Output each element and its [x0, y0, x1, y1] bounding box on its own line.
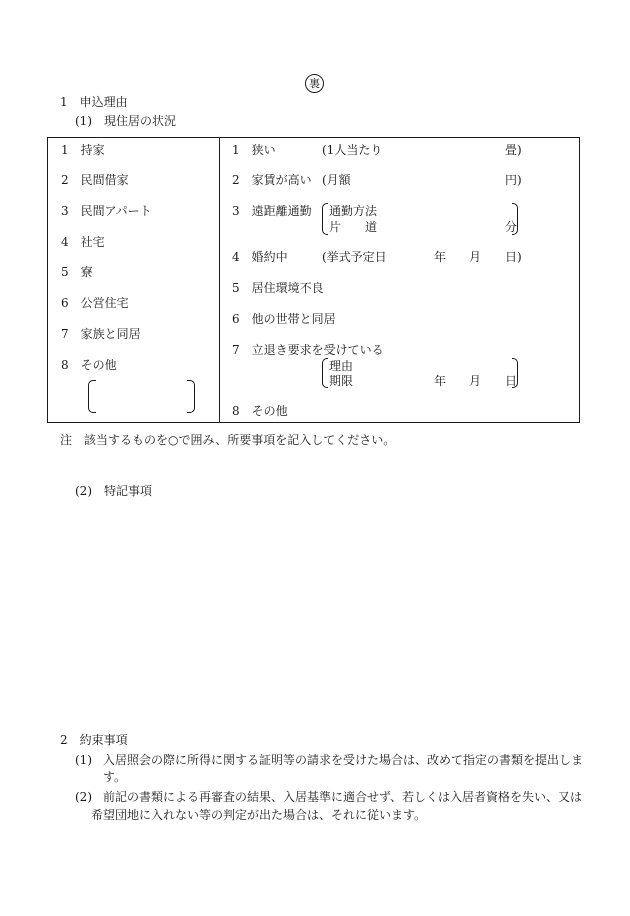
eviction-reason-label: 理由	[329, 359, 354, 373]
tatami-per-person-label: (1人当たり	[322, 143, 383, 157]
eviction-bracket-left	[322, 358, 328, 388]
yen-unit: 円)	[505, 173, 522, 187]
right-option-1[interactable]: 1 狭い	[232, 143, 276, 157]
promise-1-text-cont: す。	[103, 770, 127, 784]
wedding-month-unit: 月	[469, 250, 482, 264]
promise-2-text: 前記の書類による再審査の結果、入居基準に適合せず、若しくは入居者資格を失い、又は	[103, 790, 583, 804]
left-option-8[interactable]: 8 その他	[61, 358, 117, 372]
eviction-month-unit: 月	[469, 374, 482, 388]
right-option-6[interactable]: 6 他の世帯と同居	[232, 312, 336, 326]
eviction-bracket-right	[512, 358, 518, 388]
eviction-year-unit: 年	[434, 374, 447, 388]
other-bracket-left	[88, 380, 96, 413]
left-option-6[interactable]: 6 公営住宅	[61, 296, 129, 310]
left-option-4[interactable]: 4 社宅	[61, 235, 105, 249]
reverse-side-mark: 裏	[305, 74, 324, 93]
other-bracket-right	[187, 380, 195, 413]
left-option-3[interactable]: 3 民間アパート	[61, 204, 152, 218]
right-option-4[interactable]: 4 婚約中	[232, 250, 288, 264]
right-option-8[interactable]: 8 その他	[232, 404, 288, 418]
section-2-title: 2 約束事項	[60, 733, 128, 747]
subsection-current-residence: (1) 現住居の状況	[75, 114, 176, 128]
right-option-2[interactable]: 2 家賃が高い	[232, 173, 312, 187]
right-option-3[interactable]: 3 遠距離通勤	[232, 204, 312, 218]
promise-1-text: 入居照会の際に所得に関する証明等の請求を受けた場合は、改めて指定の書類を提出しま	[103, 753, 584, 767]
commute-bracket-left	[322, 203, 328, 235]
wedding-year-unit: 年	[434, 250, 447, 264]
commute-method-label: 通勤方法	[329, 204, 378, 218]
eviction-day-unit: 日	[505, 374, 518, 388]
wedding-day-unit: 日)	[505, 250, 522, 264]
section-1-title: 1 申込理由	[60, 95, 128, 109]
commute-bracket-right	[512, 203, 518, 235]
promise-2-number: (2)	[75, 790, 92, 804]
left-option-2[interactable]: 2 民間借家	[61, 173, 129, 187]
eviction-deadline-label: 期限	[329, 374, 354, 388]
left-option-1[interactable]: 1 持家	[61, 143, 105, 157]
minutes-unit: 分	[505, 220, 518, 234]
promise-2-text-cont: 希望団地に入れない等の判定が出た場合は、それに従います。	[91, 808, 427, 822]
tatami-unit: 畳)	[505, 143, 522, 157]
promise-1-number: (1)	[75, 753, 92, 767]
subsection-special-remarks: (2) 特記事項	[75, 484, 152, 498]
monthly-rent-label: (月額	[322, 173, 351, 187]
right-option-5[interactable]: 5 居住環境不良	[232, 281, 324, 295]
instruction-note: 注 該当するものを○で囲み、所要事項を記入してください。	[60, 433, 396, 447]
table-divider	[219, 137, 220, 423]
left-option-7[interactable]: 7 家族と同居	[61, 327, 141, 341]
right-option-7[interactable]: 7 立退き要求を受けている	[232, 343, 384, 357]
wedding-date-label: (挙式予定日	[322, 250, 387, 264]
one-way-label: 片 道	[329, 220, 378, 234]
left-option-5[interactable]: 5 寮	[61, 265, 93, 279]
